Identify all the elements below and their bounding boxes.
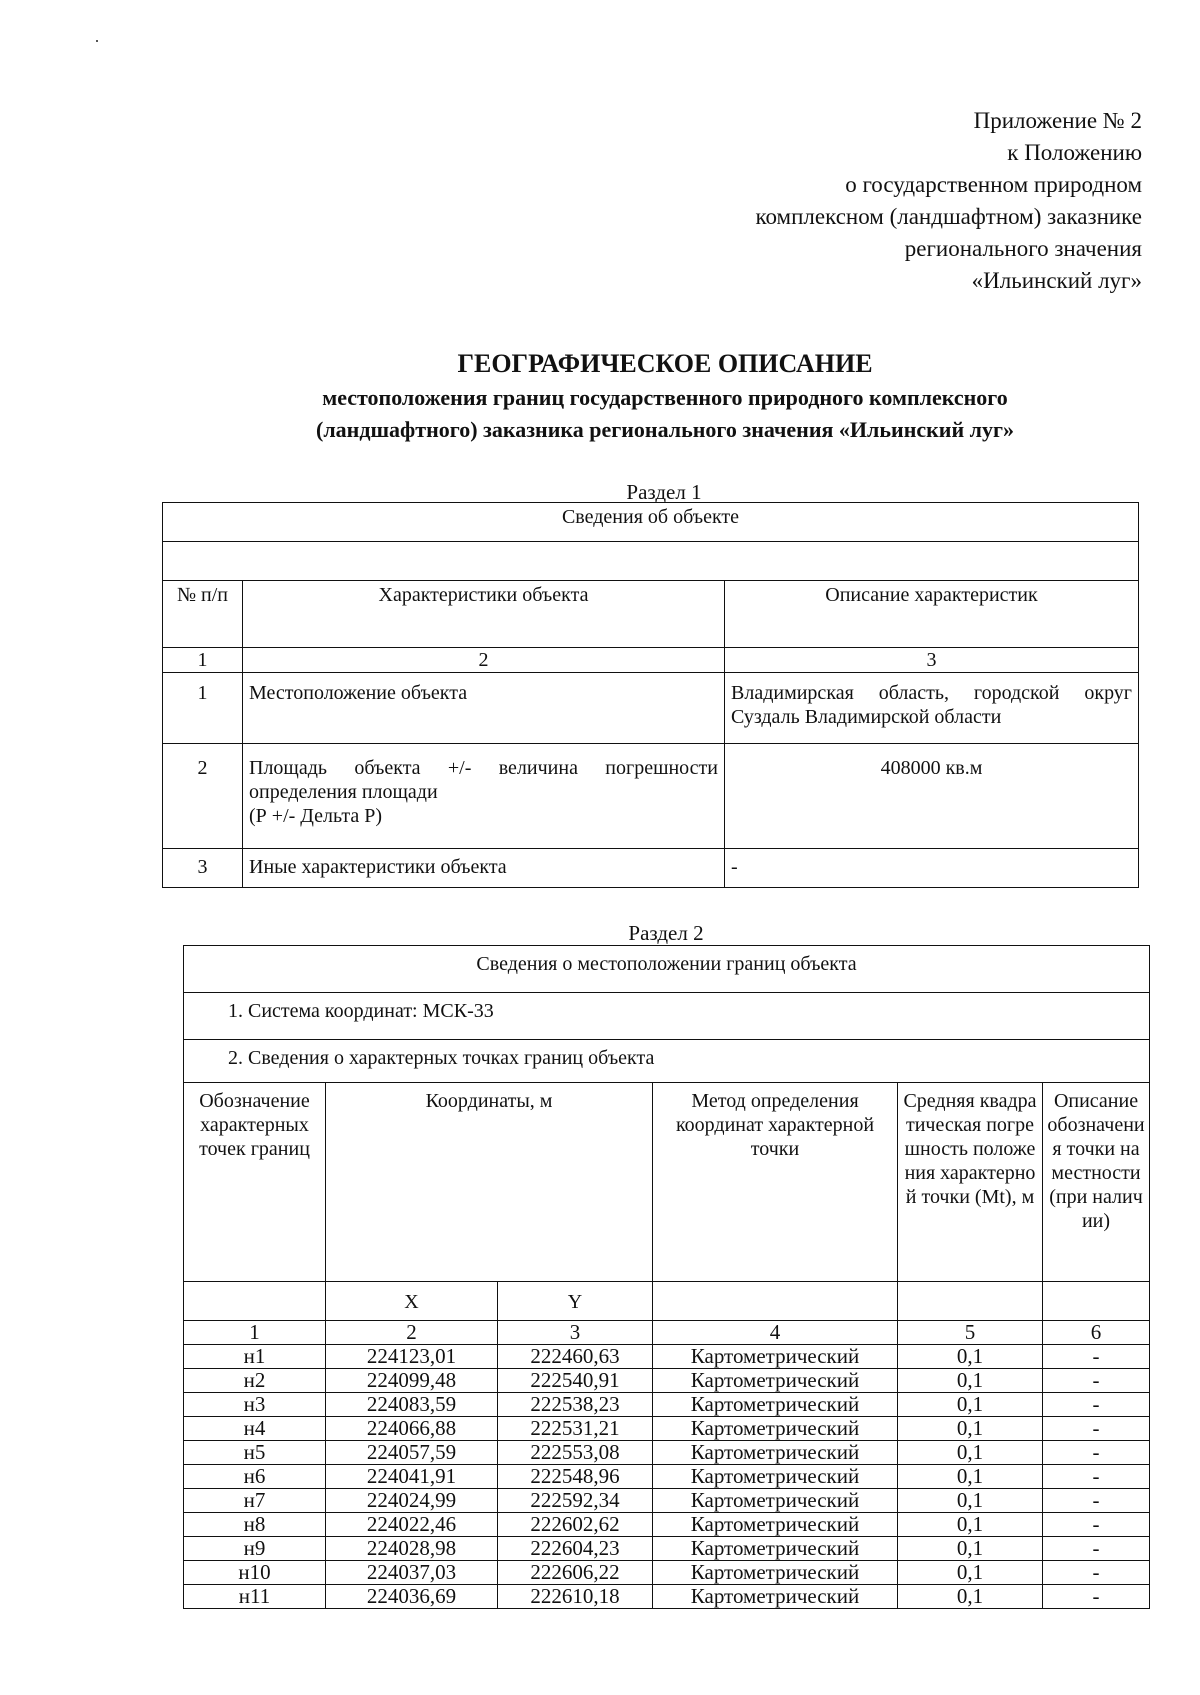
table-row xyxy=(184,1513,1150,1537)
table-row xyxy=(184,1561,1150,1585)
point-mt: 0,1 xyxy=(898,1561,1043,1585)
title-sub-line2: (ландшафтного) заказника регионального значения «Ильинский луг» xyxy=(316,417,1014,442)
point-mt: 0,1 xyxy=(898,1369,1043,1393)
index-cell: 1 xyxy=(184,1321,326,1345)
point-name: н11 xyxy=(184,1585,326,1609)
col-coordinates-header: Координаты, м xyxy=(326,1083,653,1282)
point-mt: 0,1 xyxy=(898,1465,1043,1489)
table-row xyxy=(184,1465,1150,1489)
table-header-row xyxy=(184,946,1150,993)
empty-cell xyxy=(1043,1282,1150,1321)
coord-system: 1. Система координат: МСК-33 xyxy=(184,993,1150,1040)
table-row xyxy=(163,744,1139,849)
point-y: 222604,23 xyxy=(498,1537,653,1561)
point-name: н1 xyxy=(184,1345,326,1369)
empty-cell xyxy=(898,1282,1043,1321)
point-name: н9 xyxy=(184,1537,326,1561)
point-x: 224024,99 xyxy=(326,1489,498,1513)
point-x: 224123,01 xyxy=(326,1345,498,1369)
annex-line: «Ильинский луг» xyxy=(971,268,1142,293)
point-method: Картометрический xyxy=(653,1561,898,1585)
point-description: - xyxy=(1043,1585,1150,1609)
point-x: 224028,98 xyxy=(326,1537,498,1561)
row-characteristic-cell xyxy=(243,744,725,849)
index-cell: 2 xyxy=(243,648,725,673)
point-method: Картометрический xyxy=(653,1417,898,1441)
point-method: Картометрический xyxy=(653,1393,898,1417)
point-x: 224083,59 xyxy=(326,1393,498,1417)
point-y: 222531,21 xyxy=(498,1417,653,1441)
row-characteristic: Площадь объекта +/- величина погрешности определения площади xyxy=(249,757,718,803)
index-cell: 4 xyxy=(653,1321,898,1345)
row-description: 408000 кв.м xyxy=(725,744,1139,849)
section2-label: Раздел 2 xyxy=(628,921,704,945)
section1-table xyxy=(162,502,1139,888)
point-y: 222602,62 xyxy=(498,1513,653,1537)
empty-cell xyxy=(163,542,1139,581)
point-y: 222540,91 xyxy=(498,1369,653,1393)
point-description: - xyxy=(1043,1417,1150,1441)
point-x: 224037,03 xyxy=(326,1561,498,1585)
spacer-row xyxy=(163,542,1139,581)
column-index-row xyxy=(184,1321,1150,1345)
y-header: Y xyxy=(498,1282,653,1321)
col-desc-header: Описание характеристик xyxy=(725,581,1139,648)
annex-line: комплексном (ландшафтном) заказнике xyxy=(755,204,1142,229)
point-method: Картометрический xyxy=(653,1585,898,1609)
empty-cell xyxy=(184,1282,326,1321)
coord-system-row xyxy=(184,993,1150,1040)
point-x: 224036,69 xyxy=(326,1585,498,1609)
col-method-header: Метод определения координат характерной точки xyxy=(653,1083,898,1282)
annex-line: регионального значения xyxy=(904,236,1142,261)
column-header-row xyxy=(184,1083,1150,1282)
section1-header: Сведения об объекте xyxy=(163,503,1139,542)
point-y: 222592,34 xyxy=(498,1489,653,1513)
point-y: 222548,96 xyxy=(498,1465,653,1489)
annex-line: к Положению xyxy=(1007,140,1142,165)
section2-table xyxy=(183,945,1150,1609)
row-description: Владимирская область, городской округ Суздаль Владимирской области xyxy=(725,673,1139,744)
point-method: Картометрический xyxy=(653,1465,898,1489)
table-row xyxy=(163,673,1139,744)
point-x: 224066,88 xyxy=(326,1417,498,1441)
x-header: X xyxy=(326,1282,498,1321)
point-x: 224041,91 xyxy=(326,1465,498,1489)
point-method: Картометрический xyxy=(653,1369,898,1393)
section2-header: Сведения о местоположении границ объекта xyxy=(184,946,1150,993)
point-method: Картометрический xyxy=(653,1537,898,1561)
table-row xyxy=(184,1369,1150,1393)
point-y: 222538,23 xyxy=(498,1393,653,1417)
row-description: - xyxy=(725,849,1139,888)
point-name: н7 xyxy=(184,1489,326,1513)
row-characteristic: Иные характеристики объекта xyxy=(243,849,725,888)
points-header: 2. Сведения о характерных точках границ объекта xyxy=(184,1040,1150,1083)
point-description: - xyxy=(1043,1345,1150,1369)
point-mt: 0,1 xyxy=(898,1489,1043,1513)
document-title xyxy=(0,346,1200,446)
point-x: 224099,48 xyxy=(326,1369,498,1393)
point-y: 222460,63 xyxy=(498,1345,653,1369)
point-description: - xyxy=(1043,1489,1150,1513)
point-method: Картометрический xyxy=(653,1441,898,1465)
table-row xyxy=(184,1537,1150,1561)
row-characteristic: Местоположение объекта xyxy=(243,673,725,744)
index-cell: 1 xyxy=(163,648,243,673)
point-name: н3 xyxy=(184,1393,326,1417)
row-num: 1 xyxy=(163,673,243,744)
empty-cell xyxy=(653,1282,898,1321)
row-characteristic-formula: (Р +/- Дельта Р) xyxy=(249,805,383,827)
table-row xyxy=(184,1441,1150,1465)
point-name: н8 xyxy=(184,1513,326,1537)
point-name: н10 xyxy=(184,1561,326,1585)
title-main: ГЕОГРАФИЧЕСКОЕ ОПИСАНИЕ xyxy=(457,349,873,378)
column-header-row xyxy=(163,581,1139,648)
point-mt: 0,1 xyxy=(898,1537,1043,1561)
table-row xyxy=(184,1489,1150,1513)
point-mt: 0,1 xyxy=(898,1441,1043,1465)
index-cell: 3 xyxy=(725,648,1139,673)
annex-line: Приложение № 2 xyxy=(973,108,1142,133)
col-point-name-header: Обозначение характерных точек границ xyxy=(184,1083,326,1282)
point-x: 224057,59 xyxy=(326,1441,498,1465)
point-mt: 0,1 xyxy=(898,1513,1043,1537)
index-cell: 6 xyxy=(1043,1321,1150,1345)
col-num-header: № п/п xyxy=(163,581,243,648)
point-y: 222553,08 xyxy=(498,1441,653,1465)
section1-label: Раздел 1 xyxy=(626,480,702,504)
point-name: н6 xyxy=(184,1465,326,1489)
points-header-row xyxy=(184,1040,1150,1083)
index-cell: 5 xyxy=(898,1321,1043,1345)
point-description: - xyxy=(1043,1537,1150,1561)
point-name: н5 xyxy=(184,1441,326,1465)
col-point-desc-header: Описание обозначения точки на местности (при наличии) xyxy=(1043,1083,1150,1282)
point-name: н2 xyxy=(184,1369,326,1393)
table-row xyxy=(184,1417,1150,1441)
point-name: н4 xyxy=(184,1417,326,1441)
point-x: 224022,46 xyxy=(326,1513,498,1537)
table-row xyxy=(163,849,1139,888)
point-mt: 0,1 xyxy=(898,1585,1043,1609)
index-cell: 3 xyxy=(498,1321,653,1345)
point-description: - xyxy=(1043,1393,1150,1417)
point-description: - xyxy=(1043,1513,1150,1537)
point-description: - xyxy=(1043,1441,1150,1465)
point-mt: 0,1 xyxy=(898,1345,1043,1369)
col-char-header: Характеристики объекта xyxy=(243,581,725,648)
point-mt: 0,1 xyxy=(898,1417,1043,1441)
row-num: 2 xyxy=(163,744,243,849)
points-table-body xyxy=(184,1345,1150,1609)
point-description: - xyxy=(1043,1465,1150,1489)
point-y: 222610,18 xyxy=(498,1585,653,1609)
table-header-row xyxy=(163,503,1139,542)
point-method: Картометрический xyxy=(653,1345,898,1369)
row-num: 3 xyxy=(163,849,243,888)
point-method: Картометрический xyxy=(653,1513,898,1537)
column-index-row xyxy=(163,648,1139,673)
table-row xyxy=(184,1585,1150,1609)
scan-speck xyxy=(96,40,98,42)
point-description: - xyxy=(1043,1369,1150,1393)
point-method: Картометрический xyxy=(653,1489,898,1513)
table-row xyxy=(184,1393,1150,1417)
point-description: - xyxy=(1043,1561,1150,1585)
point-mt: 0,1 xyxy=(898,1393,1043,1417)
xy-header-row xyxy=(184,1282,1150,1321)
col-error-header: Средняя квадратическая погрешность положения характерной точки (Mt), м xyxy=(898,1083,1043,1282)
annex-header xyxy=(755,105,1142,297)
table-row xyxy=(184,1345,1150,1369)
point-y: 222606,22 xyxy=(498,1561,653,1585)
annex-line: о государственном природном xyxy=(845,172,1142,197)
title-sub-line1: местоположения границ государственного природного комплексного xyxy=(322,385,1008,410)
index-cell: 2 xyxy=(326,1321,498,1345)
